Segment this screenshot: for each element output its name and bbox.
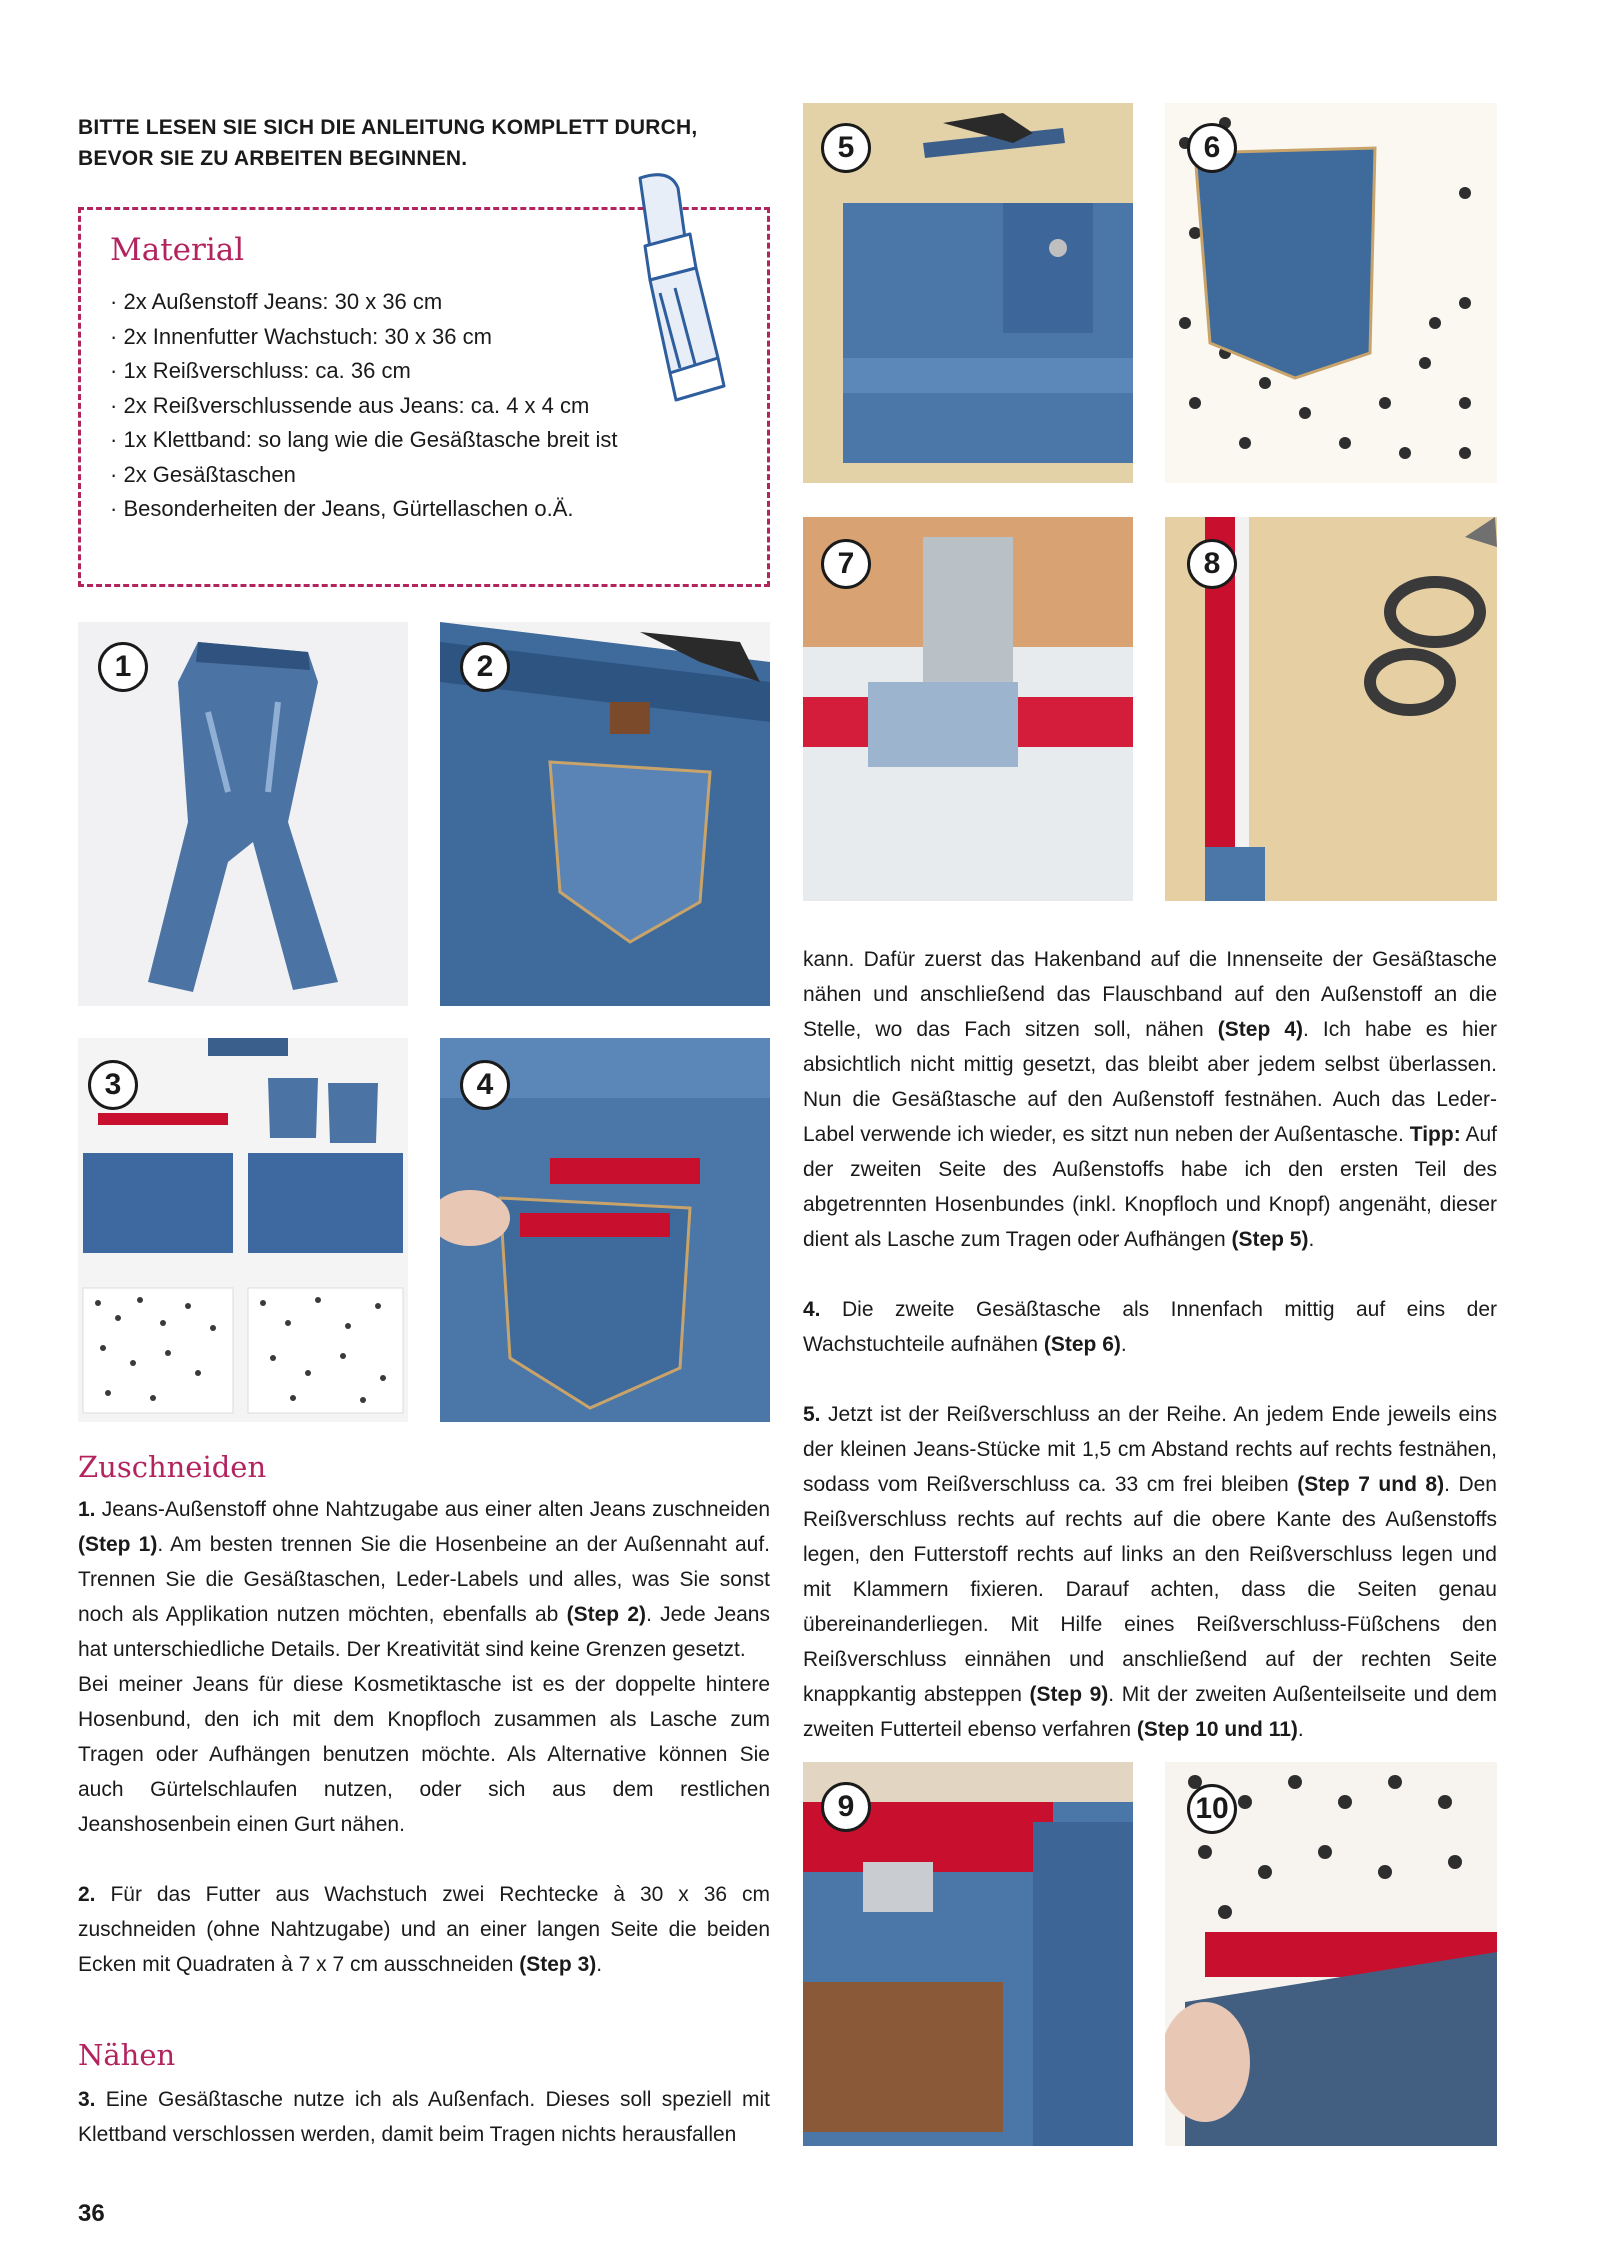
- paragraph-text: .: [596, 1953, 603, 1976]
- paragraph-number: 1.: [78, 1498, 96, 1521]
- step-5-photo: [803, 103, 1133, 483]
- step-4-photo: [440, 1038, 770, 1422]
- paragraph-number: 3.: [78, 2088, 96, 2111]
- intro-notice: [78, 112, 798, 174]
- paragraph-text: .: [1308, 1228, 1315, 1251]
- step-badge-1: 1: [98, 642, 148, 692]
- step-7-photo: [803, 517, 1133, 901]
- step-badge-3: 3: [88, 1060, 138, 1110]
- step-reference: (Step 4): [1217, 1018, 1303, 1041]
- paragraph-text: .: [1120, 1333, 1127, 1356]
- paragraph-text: Eine Gesäßtasche nutze ich als Außenfach. Dieses soll speziell mit Klettband verschlossen werden, damit beim Tragen nichts herausfallen: [78, 2088, 770, 2146]
- step-badge-7: 7: [821, 539, 871, 589]
- step-3-photo: [78, 1038, 408, 1422]
- step-reference: (Step 6): [1043, 1333, 1121, 1356]
- paragraph-text: . Am besten trennen Sie die Hosenbeine an der Außennaht auf. Trennen Sie die Gesäßtaschen, Leder-Labels und alles, was Sie sonst noch als Applikation nutzen möchten, ebenfalls ab: [78, 1533, 770, 1626]
- paragraph-number: 5.: [803, 1403, 821, 1426]
- paragraph-text: Jetzt ist der Reißverschluss an der Reihe. An jedem Ende jeweils eins der kleinen Jeans-Stücke mit 1,5 cm Abstand rechts auf rechts festnähen, sodass vom Reißverschluss ca. 33 cm frei bleiben: [803, 1403, 1497, 1496]
- step-8-photo: [1165, 517, 1497, 901]
- step-reference: (Step 9): [1029, 1683, 1109, 1706]
- paragraph-1: [78, 1492, 770, 1667]
- step-9-photo: [803, 1762, 1133, 2146]
- paragraph-number: 2.: [78, 1883, 96, 1906]
- step-reference: (Step 7 und 8): [1297, 1473, 1445, 1496]
- section-naehen-title: Nähen: [78, 2038, 176, 2072]
- lipstick-icon: [600, 168, 750, 408]
- intro-line-1: BITTE LESEN SIE SICH DIE ANLEITUNG KOMPLETT DURCH,: [78, 116, 698, 139]
- step-badge-9: 9: [821, 1782, 871, 1832]
- page-number: 36: [78, 2200, 105, 2227]
- right-column-text: [803, 942, 1497, 1747]
- intro-line-2: BEVOR SIE ZU ARBEITEN BEGINNEN.: [78, 147, 468, 170]
- step-reference: (Step 1): [78, 1533, 158, 1556]
- paragraph-text: . Ich habe es hier absichtlich nicht mittig gesetzt, das bleibt aber jedem selbst überlassen. Nun die Gesäßtasche auf den Außenstoff festnähen. Auch das Leder-Label verwende ich wieder, es sitzt nun neben der Außentasche.: [803, 1018, 1497, 1146]
- step-badge-8: 8: [1187, 539, 1237, 589]
- paragraph-text: . Den Reißverschluss rechts auf rechts auf die obere Kante des Außenstoffs legen, den Futterstoff rechts auf links an den Reißverschluss legen und mit Klammern fixieren. Darauf achten, dass die Seiten genau übereinanderliegen. Mit Hilfe eines Reißverschluss-Füßchens den Reißverschluss einnähen und anschließend auf der rechten Seite knappkantig absteppen: [803, 1473, 1497, 1706]
- material-item: · 2x Außenstoff Jeans: 30 x 36 cm: [110, 285, 618, 320]
- paragraph-1b: Bei meiner Jeans für diese Kosmetiktasche ist es der doppelte hintere Hosenbund, den ich mit dem Knopfloch zusammen als Lasche zum Tragen oder Aufhängen benutzen möchte. Als Alternative können Sie auch Gürtelschlaufen nutzen, oder sich aus dem restlichen Jeanshosenbein einen Gurt nähen.: [78, 1673, 770, 1836]
- section-zuschneiden-title: Zuschneiden: [78, 1450, 267, 1484]
- paragraph-3: [78, 2082, 770, 2152]
- paragraph-text: . Mit der zweiten Außenteilseite und dem zweiten Futterteil ebenso verfahren: [803, 1683, 1498, 1741]
- step-reference: (Step 10 und 11): [1136, 1718, 1298, 1741]
- paragraph-number: 4.: [803, 1298, 821, 1321]
- step-reference: (Step 2): [566, 1603, 647, 1626]
- paragraph-text: Die zweite Gesäßtasche als Innenfach mittig auf eins der Wachstuchteile aufnähen: [803, 1298, 1497, 1356]
- step-badge-4: 4: [460, 1060, 510, 1110]
- paragraph-text: Jeans-Außenstoff ohne Nahtzugabe aus einer alten Jeans zuschneiden: [95, 1498, 770, 1521]
- paragraph-text: Für das Futter aus Wachstuch zwei Rechtecke à 30 x 36 cm zuschneiden (ohne Nahtzugabe) und an einer langen Seite die beiden Ecken mit Quadraten à 7 x 7 cm ausschneiden: [78, 1883, 770, 1976]
- step-6-photo: [1165, 103, 1497, 483]
- step-badge-6: 6: [1187, 123, 1237, 173]
- material-item: · Besonderheiten der Jeans, Gürtellaschen o.Ä.: [110, 492, 618, 527]
- paragraph-text: .: [1297, 1718, 1304, 1741]
- material-list: [110, 285, 618, 527]
- step-reference: (Step 5): [1231, 1228, 1309, 1251]
- step-2-photo: [440, 622, 770, 1006]
- step-10-photo: [1165, 1762, 1497, 2146]
- paragraph-text: Auf der zweiten Seite des Außenstoffs habe ich den ersten Teil des abgetrennten Hosenbundes (inkl. Knopfloch und Knopf) angenäht, dieser dient als Lasche zum Tragen oder Aufhängen: [803, 1123, 1497, 1251]
- step-badge-5: 5: [821, 123, 871, 173]
- material-item: · 2x Innenfutter Wachstuch: 30 x 36 cm: [110, 320, 618, 355]
- naehen-text: [78, 2082, 770, 2152]
- paragraph-text: kann. Dafür zuerst das Hakenband auf die Innenseite der Gesäßtasche nähen und anschließend das Flauschband auf den Außenstoff an die Stelle, wo das Fach sitzen soll, nähen: [803, 948, 1497, 1041]
- zuschneiden-text: [78, 1492, 770, 1982]
- paragraph-2: [78, 1877, 770, 1982]
- paragraph-4: [803, 1292, 1497, 1362]
- step-1-photo: [78, 622, 408, 1006]
- material-item: · 2x Reißverschlussende aus Jeans: ca. 4 x 4 cm: [110, 389, 618, 424]
- material-item: · 1x Klettband: so lang wie die Gesäßtasche breit ist: [110, 423, 618, 458]
- paragraph-3-continued: [803, 942, 1497, 1257]
- tip-label: Tipp:: [1409, 1123, 1461, 1146]
- step-badge-2: 2: [460, 642, 510, 692]
- paragraph-5: [803, 1397, 1497, 1747]
- step-badge-10: 10: [1187, 1784, 1237, 1834]
- paragraph-text: . Jede Jeans hat unterschiedliche Details. Der Kreativität sind keine Grenzen gesetzt.: [78, 1603, 770, 1661]
- material-title: Material: [110, 232, 245, 268]
- material-item: · 2x Gesäßtaschen: [110, 458, 618, 493]
- material-item: · 1x Reißverschluss: ca. 36 cm: [110, 354, 618, 389]
- step-reference: (Step 3): [519, 1953, 597, 1976]
